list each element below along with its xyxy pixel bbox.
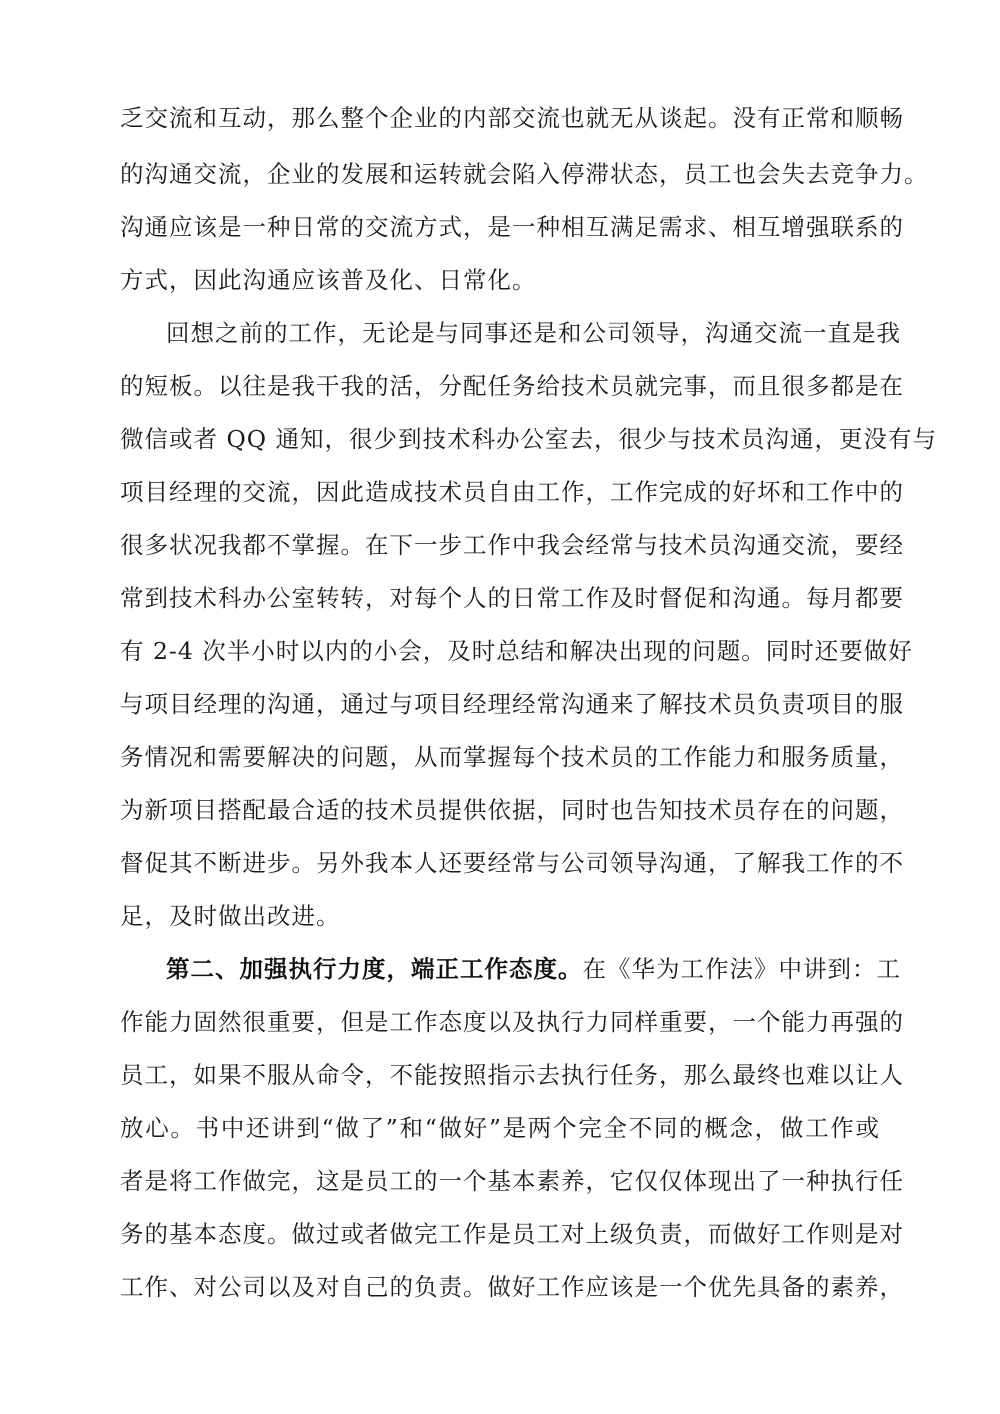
paragraph-2-line-8: 与项目经理的沟通，通过与项目经理经常沟通来了解技术员负责项目的服 — [120, 690, 904, 718]
paragraph-2-line-7: 有 2-4 次半小时以内的小会，及时总结和解决出现的问题。同时还要做好 — [120, 637, 913, 665]
section-heading: 第二、加强执行力度，端正工作态度。 — [166, 955, 583, 983]
paragraph-1-line-3: 沟通应该是一种日常的交流方式，是一种相互满足需求、相互增强联系的 — [120, 213, 904, 241]
paragraph-2-line-6: 常到技术科办公室转转，对每个人的日常工作及时督促和沟通。每月都要 — [120, 584, 904, 612]
paragraph-2-line-3: 微信或者 QQ 通知，很少到技术科办公室去，很少与技术员沟通，更没有与 — [120, 425, 937, 453]
paragraph-2-line-9: 务情况和需要解决的问题，从而掌握每个技术员的工作能力和服务质量， — [120, 743, 904, 771]
paragraph-1-line-4: 方式，因此沟通应该普及化、日常化。 — [120, 266, 537, 294]
paragraph-1-line-2: 的沟通交流，企业的发展和运转就会陷入停滞状态，员工也会失去竞争力。 — [120, 160, 929, 188]
paragraph-3-line-1 — [166, 954, 901, 984]
paragraph-3-line-5: 者是将工作做完，这是员工的一个基本素养，它仅仅体现出了一种执行任 — [120, 1167, 904, 1195]
paragraph-2-line-12: 足，及时做出改进。 — [120, 902, 341, 930]
paragraph-2-line-1: 回想之前的工作，无论是与同事还是和公司领导，沟通交流一直是我 — [166, 319, 901, 347]
paragraph-3-line-2: 作能力固然很重要，但是工作态度以及执行力同样重要，一个能力再强的 — [120, 1008, 904, 1036]
paragraph-3-line-7: 工作、对公司以及对自己的负责。做好工作应该是一个优先具备的素养， — [120, 1273, 904, 1301]
paragraph-1-line-1: 乏交流和互动，那么整个企业的内部交流也就无从谈起。没有正常和顺畅 — [120, 104, 904, 132]
paragraph-2-line-11: 督促其不断进步。另外我本人还要经常与公司领导沟通，了解我工作的不 — [120, 849, 904, 877]
paragraph-3-line-6: 务的基本态度。做过或者做完工作是员工对上级负责，而做好工作则是对 — [120, 1220, 904, 1248]
paragraph-3-line-4: 放心。书中还讲到“做了”和“做好”是两个完全不同的概念，做工作或 — [120, 1114, 880, 1142]
paragraph-2-line-5: 很多状况我都不掌握。在下一步工作中我会经常与技术员沟通交流，要经 — [120, 531, 904, 559]
paragraph-2-line-10: 为新项目搭配最合适的技术员提供依据，同时也告知技术员存在的问题， — [120, 796, 904, 824]
paragraph-3-line-3: 员工，如果不服从命令，不能按照指示去执行任务，那么最终也难以让人 — [120, 1061, 904, 1089]
paragraph-2-line-4: 项目经理的交流，因此造成技术员自由工作，工作完成的好坏和工作中的 — [120, 478, 904, 506]
paragraph-2-line-2: 的短板。以往是我干我的活，分配任务给技术员就完事，而且很多都是在 — [120, 372, 904, 400]
paragraph-3-line-1-text: 在《华为工作法》中讲到：工 — [582, 955, 901, 983]
